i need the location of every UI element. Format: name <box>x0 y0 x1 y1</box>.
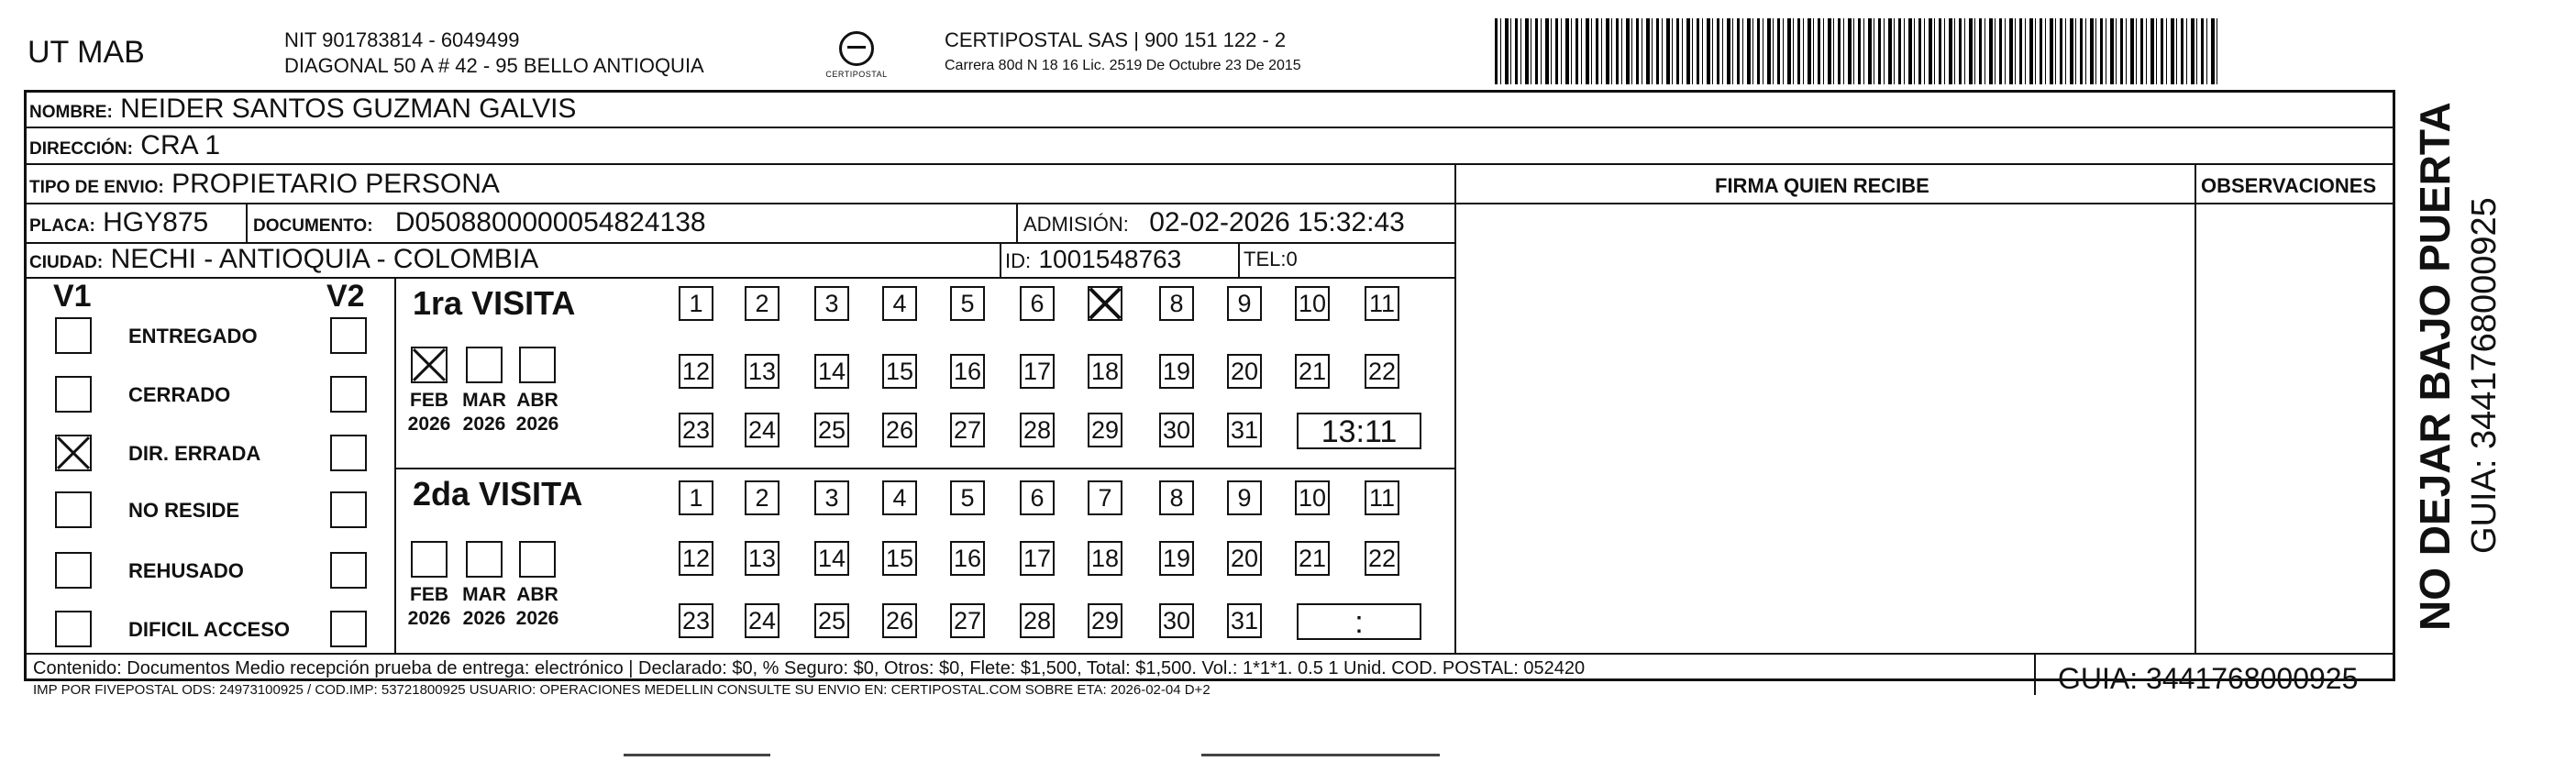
month-label: FEB <box>410 584 448 605</box>
ciudad-row <box>29 244 538 275</box>
day-box[interactable]: 29 <box>1088 603 1122 638</box>
v1-checkbox[interactable] <box>55 317 92 354</box>
day-box[interactable]: 13 <box>745 354 779 389</box>
year-label: 2026 <box>462 608 506 629</box>
day-box[interactable]: 4 <box>882 286 917 321</box>
logo-text: CERTIPOSTAL <box>825 70 888 79</box>
day-box[interactable]: 19 <box>1159 354 1194 389</box>
status-label: ENTREGADO <box>128 325 258 347</box>
day-box[interactable]: 15 <box>882 354 917 389</box>
id-row <box>1005 244 1181 275</box>
footer-meta: IMP POR FIVEPOSTAL ODS: 24973100925 / COD.IMP: 53721800925 USUARIO: OPERACIONES MEDELLIN CONSULTE SU ENVIO EN: CERTIPOSTAL.COM SOBRE ETA: 2026-02-04 D+2 <box>33 682 1211 698</box>
admision-row <box>1023 207 1405 238</box>
v1-checkbox[interactable] <box>55 435 92 471</box>
day-box[interactable]: 14 <box>814 354 849 389</box>
direccion-row <box>29 130 220 161</box>
v2-header: V2 <box>326 279 365 314</box>
placa-value: HGY875 <box>103 207 209 237</box>
logo-icon <box>839 31 874 66</box>
month-label: ABR <box>516 390 558 411</box>
day-box[interactable]: 12 <box>679 354 713 389</box>
v2-checkbox[interactable] <box>330 317 367 354</box>
nombre-value: NEIDER SANTOS GUZMAN GALVIS <box>120 94 577 124</box>
day-box[interactable]: 31 <box>1227 603 1262 638</box>
day-box[interactable]: 14 <box>814 541 849 576</box>
day-box[interactable]: 3 <box>814 286 849 321</box>
month-checkbox[interactable] <box>519 347 556 383</box>
day-box[interactable]: 1 <box>679 286 713 321</box>
carrier-license: Carrera 80d N 18 16 Lic. 2519 De Octubre 23 De 2015 <box>945 58 1301 73</box>
day-box[interactable]: 11 <box>1365 480 1399 515</box>
day-box[interactable]: 29 <box>1088 413 1122 447</box>
day-box[interactable]: 3 <box>814 480 849 515</box>
day-box[interactable]: 1 <box>679 480 713 515</box>
ciudad-label: CIUDAD: <box>29 253 104 272</box>
certipostal-logo <box>821 31 892 86</box>
day-box[interactable]: 10 <box>1295 286 1330 321</box>
barcode <box>1495 18 2219 84</box>
v2-checkbox[interactable] <box>330 435 367 471</box>
month-checkbox[interactable] <box>466 347 503 383</box>
id-label: ID: <box>1005 249 1032 272</box>
day-box[interactable]: 31 <box>1227 413 1262 447</box>
status-label: REHUSADO <box>128 559 244 582</box>
footer-guia: GUIA: 3441768000925 <box>2058 662 2359 695</box>
tipo-row <box>29 169 500 200</box>
day-box[interactable]: 18 <box>1088 541 1122 576</box>
month-checkbox[interactable] <box>466 541 503 578</box>
day-box[interactable] <box>1088 286 1122 321</box>
v1-checkbox[interactable] <box>55 491 92 528</box>
documento-row <box>253 207 706 238</box>
tel-row <box>1244 248 1298 271</box>
v1-header: V1 <box>53 279 92 314</box>
month-label: FEB <box>410 390 448 411</box>
year-label: 2026 <box>407 414 451 435</box>
time-box[interactable]: : <box>1297 603 1421 640</box>
v2-checkbox[interactable] <box>330 491 367 528</box>
month-label: MAR <box>462 584 506 605</box>
carrier-info <box>945 28 1301 79</box>
v2-checkbox[interactable] <box>330 611 367 647</box>
day-box[interactable]: 6 <box>1020 286 1055 321</box>
day-box[interactable]: 2 <box>745 480 779 515</box>
day-box[interactable]: 21 <box>1295 354 1330 389</box>
firma-header: FIRMA QUIEN RECIBE <box>1715 174 1929 197</box>
day-box[interactable]: 28 <box>1020 603 1055 638</box>
day-box[interactable]: 20 <box>1227 354 1262 389</box>
day-box[interactable]: 21 <box>1295 541 1330 576</box>
ciudad-value: NECHI - ANTIOQUIA - COLOMBIA <box>110 244 539 274</box>
status-label: CERRADO <box>128 383 231 406</box>
visit1-title: 1ra VISITA <box>413 284 576 322</box>
day-box[interactable]: 30 <box>1159 603 1194 638</box>
day-box[interactable]: 25 <box>814 413 849 447</box>
day-box[interactable]: 17 <box>1020 541 1055 576</box>
admision-label: ADMISIÓN: <box>1023 213 1129 236</box>
day-box[interactable]: 13 <box>745 541 779 576</box>
placa-label: PLACA: <box>29 216 95 236</box>
v1-checkbox[interactable] <box>55 376 92 413</box>
day-box[interactable]: 23 <box>679 413 713 447</box>
day-box[interactable]: 22 <box>1365 541 1399 576</box>
nombre-row <box>29 94 576 125</box>
day-box[interactable]: 19 <box>1159 541 1194 576</box>
day-box[interactable]: 15 <box>882 541 917 576</box>
year-label: 2026 <box>515 414 559 435</box>
day-box[interactable]: 25 <box>814 603 849 638</box>
day-box[interactable]: 8 <box>1159 480 1194 515</box>
observaciones-header: OBSERVACIONES <box>2201 174 2377 197</box>
v2-checkbox[interactable] <box>330 552 367 589</box>
day-box[interactable]: 9 <box>1227 480 1262 515</box>
month-label: ABR <box>516 584 558 605</box>
documento-label: DOCUMENTO: <box>253 216 373 236</box>
day-box[interactable]: 24 <box>745 603 779 638</box>
id-value: 1001548763 <box>1038 245 1182 273</box>
status-label: NO RESIDE <box>128 499 240 522</box>
day-box[interactable]: 18 <box>1088 354 1122 389</box>
day-box[interactable]: 8 <box>1159 286 1194 321</box>
day-box[interactable]: 28 <box>1020 413 1055 447</box>
day-box[interactable]: 2 <box>745 286 779 321</box>
admision-value: 02-02-2026 15:32:43 <box>1149 207 1405 237</box>
company-address: DIAGONAL 50 A # 42 - 95 BELLO ANTIOQUIA <box>284 54 704 77</box>
direccion-label: DIRECCIÓN: <box>29 139 133 159</box>
day-box[interactable]: 9 <box>1227 286 1262 321</box>
carrier-name: CERTIPOSTAL SAS | 900 151 122 - 2 <box>945 28 1287 51</box>
day-box[interactable]: 27 <box>950 413 985 447</box>
company-name: UT MAB <box>28 35 145 70</box>
month-label: MAR <box>462 390 506 411</box>
day-box[interactable]: 20 <box>1227 541 1262 576</box>
day-box[interactable]: 5 <box>950 480 985 515</box>
v1-checkbox[interactable] <box>55 552 92 589</box>
day-box[interactable]: 17 <box>1020 354 1055 389</box>
day-box[interactable]: 16 <box>950 354 985 389</box>
day-box[interactable]: 5 <box>950 286 985 321</box>
status-label: DIR. ERRADA <box>128 442 261 465</box>
visit2-title: 2da VISITA <box>413 475 583 513</box>
day-box[interactable]: 4 <box>882 480 917 515</box>
v2-checkbox[interactable] <box>330 376 367 413</box>
day-box[interactable]: 16 <box>950 541 985 576</box>
day-box[interactable]: 27 <box>950 603 985 638</box>
year-label: 2026 <box>407 608 451 629</box>
direccion-value: CRA 1 <box>140 130 221 160</box>
day-box[interactable]: 24 <box>745 413 779 447</box>
company-info <box>284 28 704 79</box>
time-box[interactable]: 13:11 <box>1297 413 1421 449</box>
v1-checkbox[interactable] <box>55 611 92 647</box>
day-box[interactable]: 10 <box>1295 480 1330 515</box>
day-box[interactable]: 26 <box>882 413 917 447</box>
tipo-label: TIPO DE ENVIO: <box>29 178 164 197</box>
month-checkbox[interactable] <box>519 541 556 578</box>
month-checkbox[interactable] <box>411 347 448 383</box>
status-label: DIFICIL ACCESO <box>128 618 291 641</box>
day-box[interactable]: 22 <box>1365 354 1399 389</box>
year-label: 2026 <box>515 608 559 629</box>
day-box[interactable]: 11 <box>1365 286 1399 321</box>
day-box[interactable]: 12 <box>679 541 713 576</box>
tel-label: TEL: <box>1244 248 1287 270</box>
placa-row <box>29 207 208 238</box>
month-checkbox[interactable] <box>411 541 448 578</box>
day-box[interactable]: 6 <box>1020 480 1055 515</box>
nombre-label: NOMBRE: <box>29 103 113 122</box>
nit: NIT 901783814 - 6049499 <box>284 28 520 51</box>
tel-value: 0 <box>1286 248 1298 270</box>
day-box[interactable]: 30 <box>1159 413 1194 447</box>
day-box[interactable]: 7 <box>1088 480 1122 515</box>
documento-value: D0508800000054824138 <box>394 207 706 237</box>
side-guia: GUIA: 3441768000925 <box>2465 197 2504 554</box>
tipo-value: PROPIETARIO PERSONA <box>171 169 500 199</box>
no-dejar-warning: NO DEJAR BAJO PUERTA <box>2411 102 2459 631</box>
footer-contents: Contenido: Documentos Medio recepción prueba de entrega: electrónico | Declarado: $0, % Seguro: $0, Otros: $0, Flete: $1,500, Total: $1,500. Vol.: 1*1*1. 0.5 1 Unid. COD. POSTAL: 052420 <box>33 658 1586 678</box>
year-label: 2026 <box>462 414 506 435</box>
day-box[interactable]: 26 <box>882 603 917 638</box>
day-box[interactable]: 23 <box>679 603 713 638</box>
